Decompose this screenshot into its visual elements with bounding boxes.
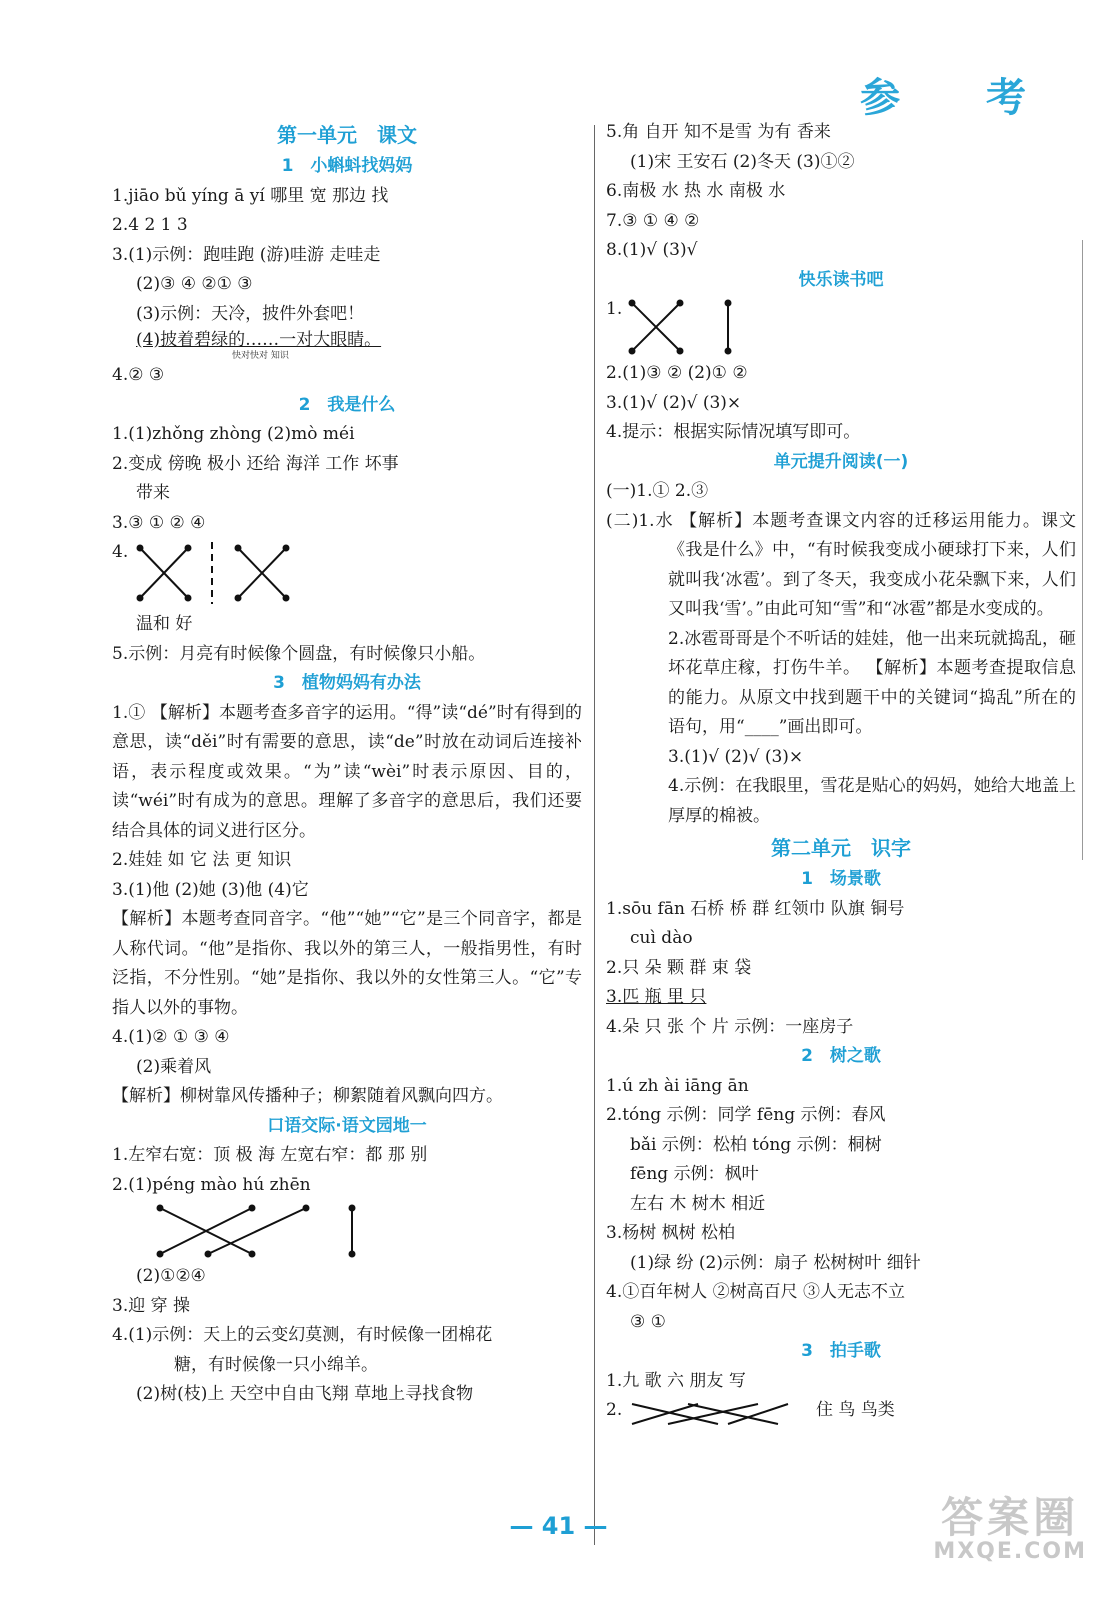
answer-line: 3.迎 穿 操 [112, 1295, 191, 1316]
answer-line: 1.九 歌 六 朋友 写 [606, 1370, 746, 1391]
column-divider [594, 125, 595, 1545]
matching-lines-icon [624, 295, 784, 359]
watermark-text: 答案圈 [941, 1493, 1080, 1542]
answer-line: 2. [606, 1400, 623, 1420]
answer-line: 7.③ ① ④ ② [606, 210, 700, 231]
lesson-title: 1 场景歌 [801, 869, 881, 889]
answer-line: 3.(1)√ (2)√ (3)× [606, 392, 742, 413]
analysis-paragraph: 1.① 【解析】本题考查多音字的运用。“得”读“dé”时有得到的意思，读“děi”时有需要的意思，读“de”时放在动词后连接补语，表示程度或效果。“为”读“wèi”时表示原因、目的，读“wéi”时有成为的意思。理解了多音字的意思后，我们还要结合具体的词义进行区分。 [112, 702, 582, 841]
lesson-title: 3 拍手歌 [801, 1341, 881, 1361]
answer-line: 左右 木 树木 相近 [630, 1193, 766, 1214]
answer-line: 1.sōu fān 石桥 桥 群 红领巾 队旗 铜号 [606, 898, 905, 919]
margin-line [1082, 240, 1083, 860]
answer-line: 8.(1)√ (3)√ [606, 240, 698, 260]
answer-line: cuì dào [630, 928, 693, 948]
answer-line: (3)示例：天冷，披件外套吧！ [136, 303, 365, 324]
answer-line: 6.南极 水 热 水 南极 水 [606, 181, 786, 201]
unit-title: 第一单元 课文 [277, 123, 417, 147]
answer-line: 4.示例：在我眼里，雪花是贴心的妈妈，她给大地盖上厚厚的棉被。 [668, 776, 1076, 826]
page-number: — 41 — [509, 1512, 608, 1540]
answer-line: 5.示例：月亮有时候像个圆盘，有时候像只小船。 [112, 643, 486, 664]
answer-line: 3.(1)他 (2)她 (3)他 (4)它 [112, 879, 309, 900]
unit-title: 第二单元 识字 [771, 836, 911, 860]
lesson-title: 3 植物妈妈有办法 [273, 673, 421, 693]
section-title: 单元提升阅读(一) [773, 451, 909, 472]
answer-line: 带来 [136, 483, 170, 503]
watermark-logo [933, 1485, 1087, 1564]
lesson-title: 2 我是什么 [298, 394, 396, 415]
lesson-title: 1 小蝌蚪找妈妈 [281, 156, 413, 176]
analysis-paragraph: 2.冰雹哥哥是个不听话的娃娃，他一出来玩就捣乱，砸坏花草庄稼，打伤牛羊。 【解析】本题考查提取信息的能力。从原文中找到题干中的关键词“捣乱”所在的语句，用“____”画出即可。 [668, 628, 1076, 737]
answer-line: 1.jiāo bǔ yíng ā yí 哪里 宽 那边 找 [112, 185, 389, 206]
answer-line: 2.tóng 示例：同学 fēng 示例：春风 [606, 1105, 886, 1125]
answer-line: 3.杨树 枫树 松柏 [606, 1223, 736, 1243]
matching-lines-icon [152, 1200, 392, 1262]
answer-line: 2.娃娃 如 它 法 更 知识 [112, 850, 292, 870]
analysis-paragraph: (二)1.水 【解析】本题考查课文内容的迁移运用能力。课文《我是什么》中，“有时候我变成小硬球打下来，人们就叫我‘冰雹’。到了冬天，我变成小花朵飘下来，人们又叫我‘雪’。”由此可知“雪”和“冰雹”都是水变成的。 [606, 510, 1076, 619]
answer-line: bǎi 示例：松柏 tóng 示例：桐树 [630, 1134, 882, 1155]
answer-line: 4.(1)② ① ③ ④ [112, 1027, 230, 1047]
analysis-line: 【解析】柳树靠风传播种子；柳絮随着风飘向四方。 [112, 1086, 503, 1106]
answer-line: 糖，有时候像一只小绵羊。 [174, 1354, 378, 1375]
answer-line: 4. [112, 542, 129, 562]
answer-line: 2.4 2 1 3 [112, 215, 188, 235]
section-title: 快乐读书吧 [798, 269, 884, 290]
matching-lines-icon [130, 538, 330, 610]
answer-line: (2)①②④ [136, 1266, 206, 1286]
answer-line: 1.左窄右宽：顶 极 海 左宽右窄：都 那 别 [112, 1145, 428, 1165]
answer-line: 4.朵 只 张 个 片 示例：一座房子 [606, 1016, 854, 1037]
lesson-title: 2 树之歌 [801, 1046, 881, 1066]
answer-line: 2.变成 傍晚 极小 还给 海洋 工作 坏事 [112, 453, 399, 474]
answer-line: 1.(1)zhǒng zhòng (2)mò méi [112, 424, 355, 444]
section-title: 口语交际·语文园地一 [267, 1115, 427, 1136]
watermark-url: MXQE.COM [933, 1539, 1087, 1564]
handwritten-note: 快对快对 知识 [232, 351, 289, 361]
analysis-paragraph: 【解析】本题考查同音字。“他”“她”“它”是三个同音字，都是人称代词。“他”是指你、我以外的第三人，一般指男性，有时泛指，不分性别。“她”是指你、我以外的女性第三人。“它”专指人以外的事物。 [112, 909, 582, 1018]
answer-line: 温和 好 [136, 614, 193, 634]
answer-line: 2.只 朵 颗 群 束 袋 [606, 957, 752, 978]
answer-line: 1. [606, 299, 623, 319]
answer-line: ③ ① [630, 1311, 666, 1332]
answer-line: (2)树(枝)上 天空中自由飞翔 草地上寻找食物 [136, 1384, 474, 1404]
answer-line: (2)③ ④ ②① ③ [136, 274, 253, 294]
answer-line: 1.ú zh ài iāng ān [606, 1075, 749, 1096]
answer-line: 3.③ ① ② ④ [112, 512, 206, 533]
answer-line: 4.② ③ [112, 365, 165, 385]
answer-line: 2.(1)③ ② (2)① ② [606, 363, 748, 383]
left-column [112, 118, 582, 1410]
answer-line: 4.①百年树人 ②树高百尺 ③人无志不立 [606, 1282, 906, 1302]
matching-diagram [606, 295, 1076, 359]
answer-line: 住 鸟 鸟类 [816, 1400, 895, 1420]
answer-line: 2.(1)péng mào hú zhēn [112, 1174, 311, 1195]
matching-lines-icon [628, 1396, 798, 1430]
answer-line: 5.角 自开 知不是雪 为有 香来 [606, 122, 831, 142]
answer-line: (1)绿 纷 (2)示例：扇子 松树树叶 细针 [630, 1252, 921, 1273]
answer-line: 4.(1)示例：天上的云变幻莫测，有时候像一团棉花 [112, 1325, 493, 1345]
matching-diagram [606, 1396, 1076, 1430]
answer-line: (4)披着碧绿的……一对大眼睛。 [136, 330, 382, 350]
answer-line: (2)乘着风 [136, 1056, 212, 1077]
answer-line: 3.(1)示例：跑哇跑 (游)哇游 走哇走 [112, 244, 381, 265]
answer-line: 4.提示：根据实际情况填写即可。 [606, 422, 861, 442]
answer-line: 3.匹 瓶 里 只 [606, 987, 707, 1007]
page-header-title: 参 考 [860, 75, 1062, 121]
matching-diagram [112, 538, 582, 610]
answer-line: 3.(1)√ (2)√ (3)× [668, 746, 804, 767]
answer-line: fēng 示例：枫叶 [630, 1164, 759, 1184]
right-column [606, 118, 1076, 1430]
answer-line: (1)宋 王安石 (2)冬天 (3)①② [630, 151, 855, 172]
answer-line: (一)1.① 2.③ [606, 481, 709, 501]
